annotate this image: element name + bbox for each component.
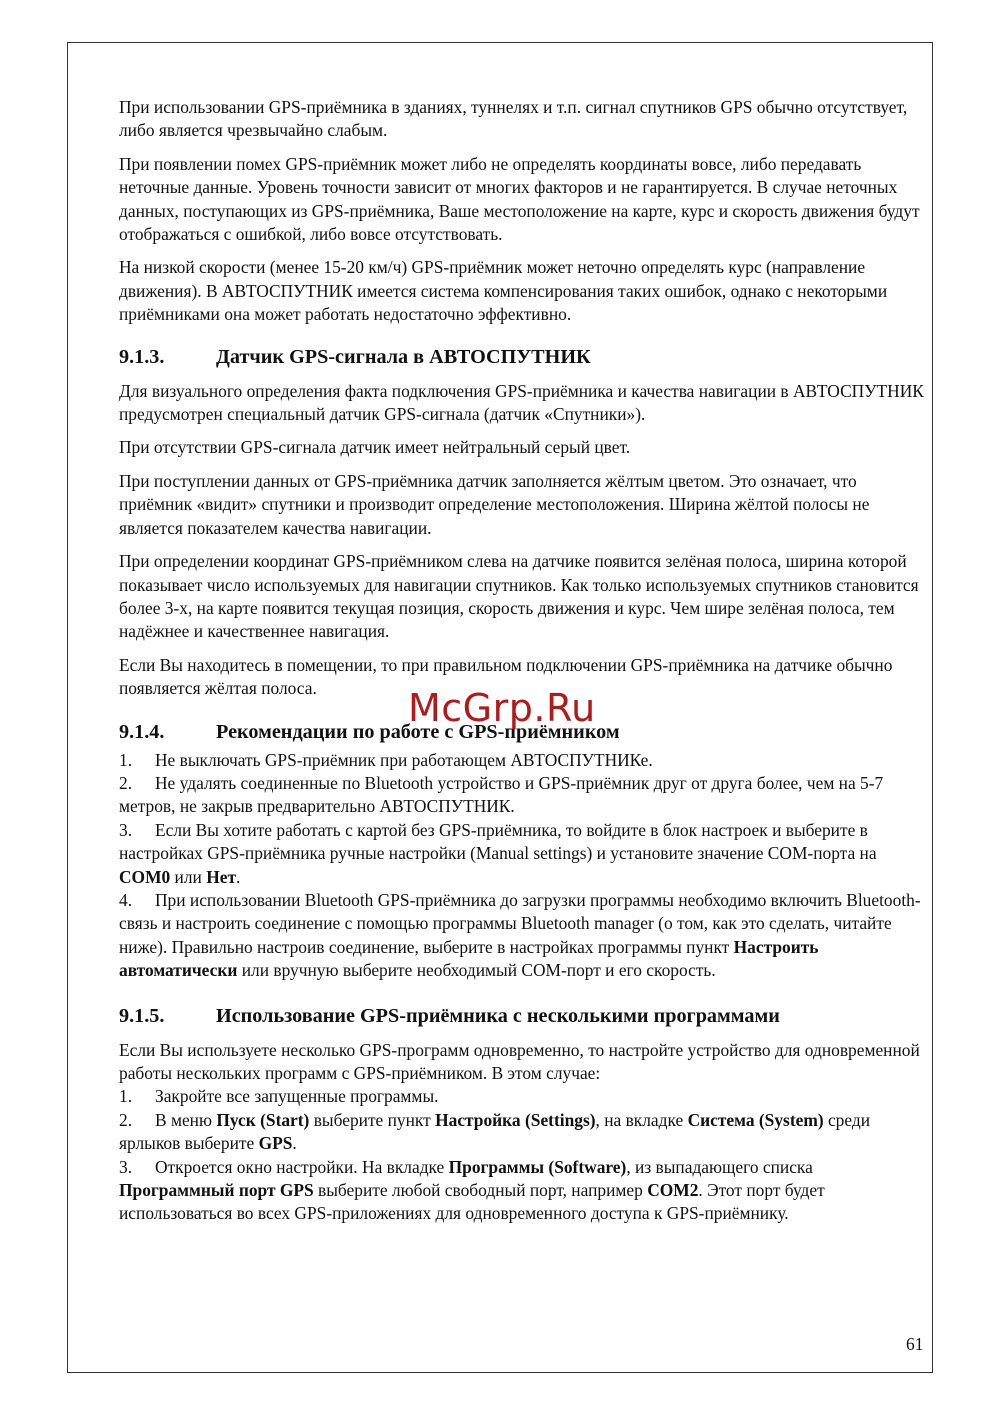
list-text: Откроется окно настройки. На вкладке [155, 1156, 449, 1177]
section-heading-9-1-3 [119, 344, 931, 370]
section-title: Использование GPS-приёмника с несколькими программами [216, 1004, 780, 1027]
steps-list [119, 1085, 931, 1225]
list-text: , на вкладке [595, 1109, 688, 1130]
bold-text: Настроить автоматически [119, 936, 819, 981]
list-number: 2. [119, 1109, 133, 1130]
list-text: В меню [155, 1109, 217, 1130]
list-text: . [236, 866, 241, 887]
list-number: 3. [119, 819, 133, 840]
list-text: При использовании Bluetooth GPS-приёмника до загрузки программы необходимо включить Bluetooth-связь и настроить соединение с помощью программы Bluetooth manager (о том, как это сделать, читайте ниже). Правильно настроив соединение, выберите в настройках программы пункт [119, 889, 921, 957]
section-number: 9.1.3. [119, 345, 165, 368]
list-number: 3. [119, 1156, 133, 1177]
paragraph: Если Вы находитесь в помещении, то при правильном подключении GPS-приёмника на датчике обычно появляется жёлтая полоса. [119, 654, 893, 699]
list-text: среди ярлыков выберите [119, 1109, 871, 1154]
list-text: Если Вы хотите работать с картой без GPS-приёмника, то войдите в блок настроек и выберите в настройках GPS-приёмника ручные настройки (Manual settings) и установите значение COM-порта на [119, 819, 877, 864]
list-text: выберите любой свободный порт, например [313, 1180, 648, 1201]
list-item [119, 772, 931, 819]
list-item [119, 819, 931, 889]
section-heading-9-1-5 [119, 1003, 931, 1029]
bold-text: COM0 [119, 866, 171, 887]
list-item [119, 1156, 931, 1226]
list-text: Закройте все запущенные программы. [155, 1086, 439, 1107]
paragraph: Для визуального определения факта подключения GPS-приёмника и качества навигации в АВТОСПУТНИК предусмотрен специальный датчик GPS-сигнала (датчик «Спутники»). [119, 380, 924, 425]
page-number: 61 [906, 1334, 924, 1354]
bold-text: Программный порт GPS [119, 1180, 314, 1201]
section-number: 9.1.4. [119, 720, 165, 743]
list-number: 1. [119, 1086, 133, 1107]
paragraph: При использовании GPS-приёмника в зданиях, туннелях и т.п. сигнал спутников GPS обычно отсутствует, либо является чрезвычайно слабым. [119, 97, 908, 141]
bold-text: Пуск (Start) [216, 1109, 310, 1130]
list-text: , из выпадающего списка [626, 1156, 813, 1177]
section-title: Датчик GPS-сигнала в АВТОСПУТНИК [216, 345, 591, 368]
bold-text: Программы (Software) [448, 1156, 627, 1177]
section-number: 9.1.5. [119, 1004, 165, 1027]
bold-text: Настройка (Settings) [435, 1109, 596, 1130]
list-text: или вручную выберите необходимый COM-порт и его скорость. [237, 960, 716, 981]
paragraph: При появлении помех GPS-приёмник может либо не определять координаты вовсе, либо передавать неточные данные. Уровень точности зависит от многих факторов и не гарантируется. В случае неточных данных, поступающих из GPS-приёмника, Ваше местоположение на карте, курс и скорость движения будут отображаться с ошибкой, либо вовсе отсутствовать. [119, 153, 920, 245]
list-text: . Этот порт будет использоваться во всех GPS-приложениях для одновременного доступа к GPS-приёмнику. [119, 1180, 825, 1224]
paragraph: Если Вы используете несколько GPS-программ одновременно, то настройте устройство для одновременной работы нескольких программ с GPS-приёмником. В этом случае: [119, 1039, 920, 1083]
list-text: Не выключать GPS-приёмник при работающем АВТОСПУТНИКе. [155, 749, 653, 770]
paragraph: На низкой скорости (менее 15-20 км/ч) GPS-приёмник может неточно определять курс (направление движения). В АВТОСПУТНИК имеется система компенсирования таких ошибок, однако с некоторыми приёмниками она может работать недостаточно эффективно. [119, 257, 888, 325]
bold-text: Нет [206, 866, 236, 887]
list-number: 1. [119, 749, 133, 770]
list-text: . [292, 1133, 297, 1154]
list-number: 4. [119, 889, 133, 910]
bold-text: Система (System) [687, 1109, 824, 1130]
list-item [119, 1085, 931, 1108]
list-item [119, 1109, 931, 1156]
paragraph: При определении координат GPS-приёмником слева на датчике появится зелёная полоса, ширина которой показывает число используемых для навигации спутников. Как только используемых спутников становится более 3-х, на карте появится текущая позиция, скорость движения и курс. Чем шире зелёная полоса, тем надёжнее и качественнее навигация. [119, 551, 919, 642]
paragraph: При поступлении данных от GPS-приёмника датчик заполняется жёлтым цветом. Это означает, что приёмник «видит» спутники и производит определение местоположения. Ширина жёлтой полосы не является показателем качества навигации. [119, 470, 870, 538]
list-number: 2. [119, 772, 133, 793]
bold-text: COM2 [647, 1180, 699, 1201]
watermark-logo: McGrp.Ru [408, 686, 596, 730]
list-item [119, 889, 931, 983]
section-title: Рекомендации по работе с GPS-приёмником [216, 720, 620, 743]
list-text: выберите пункт [309, 1109, 436, 1130]
bold-text: GPS [258, 1133, 293, 1154]
list-text: Не удалять соединенные по Bluetooth устройство и GPS-приёмник друг от друга более, чем на 5-7 метров, не закрыв предварительно АВТОСПУТНИК. [119, 772, 884, 817]
list-item [119, 749, 931, 772]
page-content [119, 96, 931, 1236]
paragraph: При отсутствии GPS-сигнала датчик имеет нейтральный серый цвет. [119, 437, 631, 458]
list-text: или [170, 866, 207, 887]
recommendations-list [119, 749, 931, 983]
